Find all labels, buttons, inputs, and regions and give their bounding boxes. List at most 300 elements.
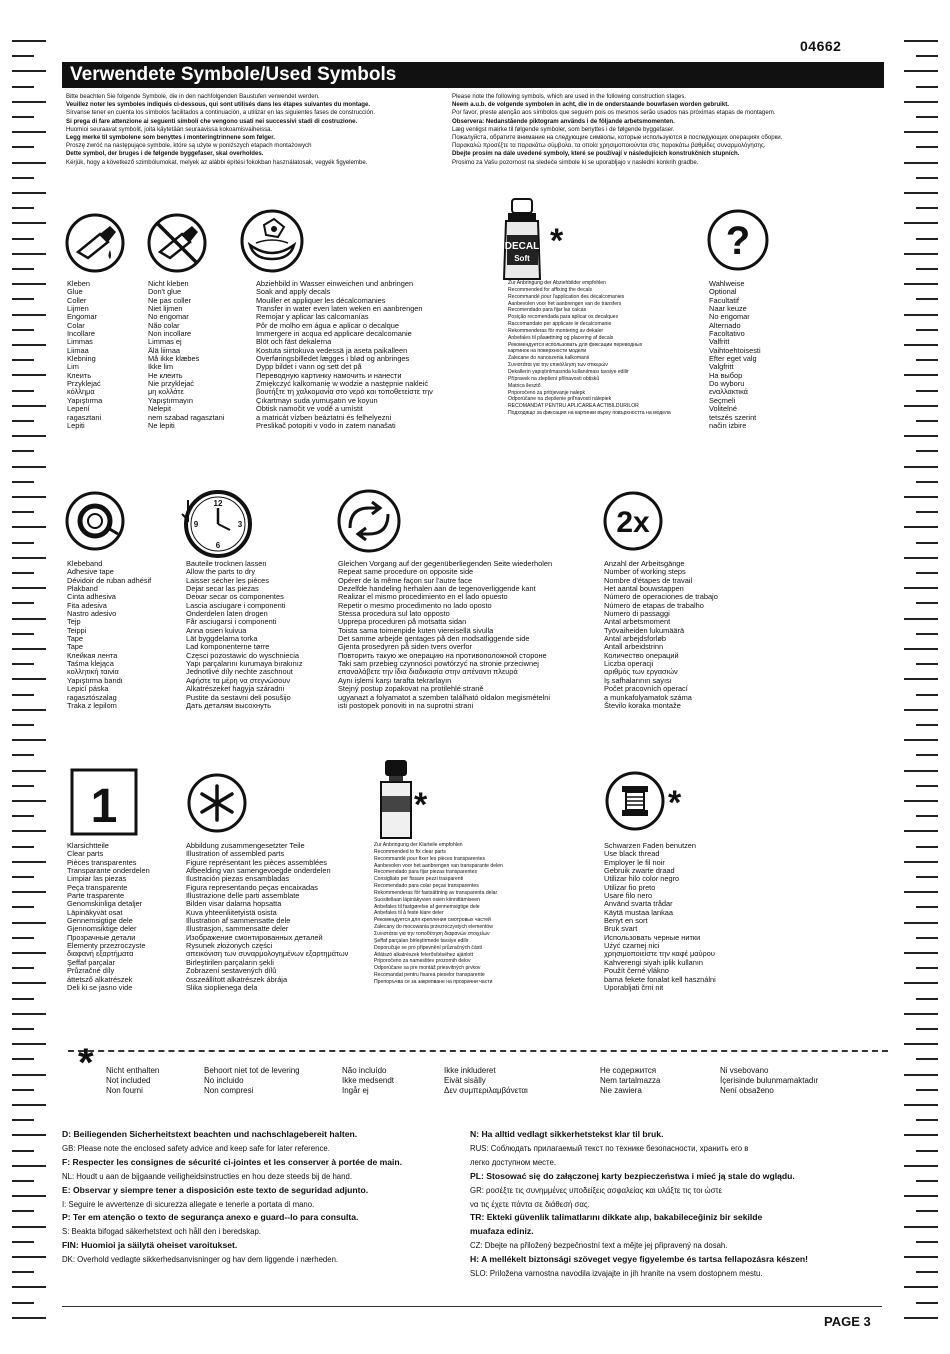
optional-translations — [709, 280, 761, 430]
safety-line: P: Ter em atenção o texto de segurança anexo e guard--lo para consulta. — [62, 1212, 359, 1223]
clear-parts-translations — [67, 842, 150, 992]
repeat-label: Gleichen Vorgang auf der gegenüberliegenden Seite wiederholen — [338, 559, 553, 568]
not-included-label: Não incluído — [342, 1066, 387, 1075]
decal-soft-label: Odporúčane na zlepšenie priľnavosti nálepiek — [508, 396, 612, 403]
intro-line: Dette symbol, der bruges i de følgende byggefaser, skal overholdes. — [66, 150, 264, 158]
not-included-col-1 — [106, 1066, 159, 1096]
safety-line: PL: Stosować się do załączonej karty bezpieczeństwa i mieć ją stale do wglądu. — [470, 1170, 795, 1181]
dry-label: Jednotlivé díly nechte zaschnout — [186, 667, 293, 677]
decal-label: Remojar y aplicar las calcomanías — [256, 312, 369, 322]
assembled-label: Birleştirilen parçaların şekli — [186, 957, 274, 967]
decal-soft-label: Anbefales til påsættning og placering af decals — [508, 334, 614, 341]
not-included-col-4 — [444, 1066, 528, 1096]
decal-translations — [256, 280, 433, 430]
right-edge-rule-marks — [904, 40, 938, 1330]
safety-line: S: Beakta bifogad säkerhetstext och håll den i beredskap. — [62, 1227, 261, 1237]
not-included-label: Ikke medsendt — [342, 1076, 395, 1085]
no-glue-label: Må ikke klæbes — [148, 354, 200, 364]
no-glue-label: Ne pas coller — [148, 295, 192, 305]
glue-label: Lijmen — [67, 304, 89, 314]
optional-label: Volitelné — [709, 404, 737, 414]
clear-glue-label: Recommended to fix clear parts — [374, 848, 446, 855]
glue-label: Клеить — [67, 370, 92, 380]
clear-parts-label: διαφανή εξαρτήματα — [67, 949, 134, 959]
thread-translations — [604, 842, 716, 992]
optional-label: Wahlweise — [709, 279, 745, 288]
steps-label: Antal arbejdsforløb — [604, 634, 667, 644]
dry-translations — [186, 560, 303, 710]
safety-line: F: Respecter les consignes de sécurité ci-jointes et les conserver à portée de main. — [62, 1156, 403, 1167]
not-included-label: Δεν συμπεριλαμβάνεται — [444, 1086, 528, 1095]
intro-line: Please note the following symbols, which are used in the following construction stages. — [452, 93, 687, 100]
repeat-label: Dezelfde handeling herhalen aan de tegenoverliggende kant — [338, 584, 536, 594]
repeat-label: Opérer de la même façon sur l'autre face — [338, 575, 473, 585]
intro-left-block — [66, 93, 466, 167]
tape-label: Dévidoir de ruban adhésif — [67, 575, 152, 585]
steps-label: Antal arbetsmoment — [604, 617, 671, 627]
dry-label: Αφήστε τα μέρη να στεγνώσουν — [186, 675, 291, 685]
assembled-label: Zobrazení sestavených dílů — [186, 966, 277, 976]
repeat-label: Taki sam przebieg czynności powtórzyć na stronie przeciwnej — [338, 659, 539, 669]
kit-code: 04662 — [800, 38, 842, 54]
intro-line: Si prega di fare attenzione ai seguenti simboli che vengono usati nei successivi stadi di costruzione. — [66, 117, 358, 125]
glue-label: Lepiti — [67, 420, 85, 430]
tape-label: Nastro adesivo — [67, 609, 117, 619]
intro-line: Bitte beachten Sie folgende Symbole, die in den nachfolgenden Baustufen verwendet werden. — [66, 93, 320, 100]
safety-line: H: A mellékelt biztonsági szöveget vegye figyelembe és tartsa fellapozásra készen! — [470, 1254, 808, 1265]
decal-soft-label: Recomendado para fijar las calcas — [508, 307, 587, 314]
no-glue-label: Ikke lim — [148, 362, 174, 372]
no-glue-label: Limmas ej — [148, 337, 182, 347]
steps-label: Número de operaciones de trabajo — [604, 592, 718, 602]
decal-bottle-label: DECAL — [504, 241, 540, 252]
decal-soft-label: Zalecane do nanoszenia kalkomanii — [508, 355, 589, 362]
no-glue-label: Don't glue — [148, 287, 182, 297]
repeat-translations — [338, 560, 552, 710]
clear-parts-label: Elementy przezroczyste — [67, 941, 146, 951]
no-glue-label: μη κολλάτε — [148, 387, 184, 397]
optional-label: Do wyboru — [709, 379, 745, 389]
repeat-label: Toista sama toimenpide kuten viereisellä sivulla — [338, 625, 494, 635]
decal-soft-label: Zur Anbringung der Abziehbilder empfohlen — [508, 280, 606, 286]
decal-soft-label: Recommandé pour l'application des décalcomanies — [508, 293, 625, 300]
repeat-label: ugyanazt a folyamatot a szemben található oldalon megismételni — [338, 692, 550, 702]
assembled-label: Illustration af sammensatte dele — [186, 916, 291, 926]
safety-line: легко доступном месте. — [470, 1157, 557, 1167]
2x-count-label: 2x — [616, 506, 650, 539]
not-included-label: Ni vsebovano — [720, 1066, 769, 1075]
decal-label: Preslikač potopiti v vodo in zatem nanašati — [256, 420, 396, 430]
clear-parts-label: Klarsichtteile — [67, 841, 109, 850]
tape-label: Tejp — [67, 617, 81, 627]
clear-parts-label: Gjennomsiktige deler — [67, 924, 137, 934]
clear-parts-label: Průzračné díly — [67, 966, 115, 976]
assembled-label: Illustrazione delle parti assemblate — [186, 891, 300, 901]
tape-label: Adhesive tape — [67, 567, 114, 577]
safety-line: να τις έχετε πάντα σε διάθεσή σας. — [470, 1199, 590, 1209]
steps-label: Počet pracovních operací — [604, 684, 688, 694]
no-glue-label: Não colar — [148, 320, 180, 330]
intro-line: Пожалуйста, обратите внимание на следующие символы, которые используются в последующих операциях сборки. — [452, 134, 783, 142]
glue-label: Limmas — [67, 337, 93, 347]
clear-glue-label: Препоръчва се за закрепване на прозрачни части — [374, 978, 493, 985]
drying-clock-icon — [178, 486, 254, 562]
intro-line: Kérjük, hogy a következő szimbólumokat, melyek az alábbi építési fokokban használatosak, vegyék figyelembe. — [66, 158, 368, 166]
steps-label: İş safhalarının sayısı — [604, 675, 672, 685]
no-glue-label: No engomar — [148, 312, 189, 322]
assembled-translations — [186, 842, 348, 992]
dry-label: Lascia asciugare i componenti — [186, 600, 286, 610]
not-included-col-2 — [204, 1066, 300, 1096]
decal-water-bowl-icon — [238, 207, 306, 275]
thread-label: Uporabljati črni nit — [604, 982, 664, 992]
steps-label: Numero di passaggi — [604, 609, 670, 619]
safety-line: DK: Overhold vedlagte sikkerhedsanvisninger og hav dem liggende i nærheden. — [62, 1255, 339, 1265]
clear-glue-label: Consigliato per fissare pezzi trasparenti — [374, 876, 464, 883]
dry-label: Anna osien kuivua — [186, 625, 247, 635]
dry-label: Bauteile trocknen lassen — [186, 559, 267, 568]
safety-line: muafaza ediniz. — [470, 1226, 534, 1237]
clear-glue-label: Şeffaf parçaları birleştirmede tavsiye edilir — [374, 937, 469, 944]
black-thread-spool-icon — [604, 770, 666, 832]
not-included-col-6 — [720, 1066, 818, 1096]
steps-label: Número de etapas de trabalho — [604, 600, 704, 610]
optional-label: Valgfritt — [709, 362, 734, 372]
dry-label: Pustite da sestavni deli posušijo — [186, 692, 291, 702]
not-included-label: Nicht enthalten — [106, 1066, 160, 1075]
decal-soft-label: Recommended for affixing the decals — [508, 286, 592, 293]
steps-label: Število koraka montaže — [604, 700, 681, 710]
no-glue-label: Nicht kleben — [148, 279, 189, 288]
clear-parts-label: Deli ki se jasno vide — [67, 982, 133, 992]
tape-label: ragasztószalag — [67, 692, 117, 702]
assembled-label: Figure représentant les pièces assemblées — [186, 857, 327, 867]
safety-line: N: Ha alltid vedlagt sikkerhetstekst klar til bruk. — [470, 1129, 664, 1139]
clear-parts-label: Läpinäkyvät osat — [67, 907, 123, 917]
assembled-label: összeállított alkatrészek ábrája — [186, 974, 288, 984]
decal-label: Kostuta siirtokuva vedessä ja aseta paikalleen — [256, 345, 408, 355]
clear-glue-label: Priporočeno za namestitev prozornih delov — [374, 958, 471, 965]
tape-label: Клейкая лента — [67, 650, 118, 660]
safety-line: GR: ροσέξτε τις συνημμένες υποδείξεις ασφαλείας και υλάξτε τις τοι ώστε — [470, 1185, 722, 1195]
page-title: Verwendete Symbole/Used Symbols — [62, 62, 884, 88]
no-glue-label: Nelepit — [148, 404, 172, 414]
safety-line: CZ: Dbejte na přiložený bezpečnostní text a mějte jej připravený na dosah. — [470, 1241, 728, 1251]
not-included-col-3 — [342, 1066, 394, 1096]
clear-glue-label: Recommandé pour fixer les pièces transparentes — [374, 855, 485, 862]
optional-label: Alternado — [709, 320, 741, 330]
tape-label: Klebeband — [67, 559, 103, 568]
page-number: PAGE 3 — [824, 1314, 871, 1329]
optional-label: Valfritt — [709, 337, 730, 347]
clear-glue-label: Zur Anbringung der Klarteile empfohlen — [374, 842, 463, 848]
thread-label: Użyć czarnej nici — [604, 941, 660, 951]
safety-line: E: Observar y siempre tener a disposición este texto de seguridad adjunto. — [62, 1184, 369, 1195]
tape-label: Tape — [67, 642, 84, 652]
repeat-label: Realizar el mismo procedimiento en el lado opuesto — [338, 592, 508, 602]
intro-line: Observera: Nedanstående piktogram används i de följande arbetsmomenten. — [452, 117, 675, 125]
safety-line: GB: Please note the enclosed safety advice and keep safe for later reference. — [62, 1143, 330, 1153]
not-included-label: Není obsaženo — [720, 1086, 774, 1095]
tape-label: Cinta adhesiva — [67, 592, 116, 602]
decal-label: βουτήξτε τη χαλκομανία στο νερό και τοποθετείστε την — [256, 387, 433, 397]
clear-glue-label: Recomendado para fijar piezas transparentes — [374, 869, 478, 876]
thread-label: barna fekete fonalat kell használni — [604, 974, 716, 984]
tape-label: Taśma klejąca — [67, 659, 114, 669]
decal-soft-bottle-icon — [498, 195, 546, 281]
assembled-label: Abbildung zusammengesetzter Teile — [186, 841, 305, 850]
glue-label: Kleben — [67, 279, 91, 288]
svg-text:12: 12 — [213, 499, 223, 508]
thread-label: Schwarzen Faden benutzen — [604, 841, 697, 850]
intro-line: Læg venligst mærke til følgende symboler, som benyttes i de følgende byggefaser. — [452, 125, 675, 133]
optional-label: Vaihtoehtoisesti — [709, 345, 761, 355]
left-edge-rule-marks — [12, 40, 46, 1330]
glue-label: Incollare — [67, 329, 95, 339]
glue-label: κόλλημα — [67, 387, 95, 397]
clear-glue-label: Odporúčane sa pre montáž priesvitných prvkov — [374, 965, 481, 972]
repeat-label: Det samme arbejde gentages på den modsatliggende side — [338, 634, 530, 644]
dry-label: Alkatrészeket hagyja száradni — [186, 684, 285, 694]
decal-label: Blöt och fäst dekalerna — [256, 337, 332, 347]
clear-glue-label: Suositellaan läpinäkyvien osien kiinnittämiseen — [374, 896, 480, 903]
safety-line: RUS: Соблюдать прилагаемый текст по технике безопасности, хранить его в — [470, 1143, 749, 1153]
glue-label: Coller — [67, 295, 87, 305]
not-included-label: Behoort niet tot de levering — [204, 1066, 300, 1075]
decal-soft-label: Posição recomendada para aplicar os decalques — [508, 314, 619, 321]
glue-label: Engomar — [67, 312, 97, 322]
glue-translations — [67, 280, 102, 430]
tape-label: Plakband — [67, 584, 98, 594]
assembled-label: Bilden visar dalarna hopsatta — [186, 899, 282, 909]
optional-label: На выбор — [709, 370, 743, 380]
thread-label: Use black thread — [604, 849, 660, 859]
clear-parts-label: áttetsző alkatrészek — [67, 974, 133, 984]
clear-parts-label: Pièces transparentes — [67, 857, 137, 867]
decal-soft-label: картинок на поверхности модели — [508, 348, 587, 355]
glue-tube-icon — [64, 212, 126, 274]
clear-glue-label: Anbefales til å feste klare deler — [374, 910, 444, 917]
tape-label: Tape — [67, 634, 84, 644]
assembled-label: Ilustración piezas ensambladas — [186, 874, 290, 884]
tape-label: Fita adesiva — [67, 600, 107, 610]
steps-label: Nombre d'étapes de travail — [604, 575, 693, 585]
clear-glue-label: Rekommenderas för fastsättning av transparenta delar — [374, 889, 498, 896]
clear-parts-label: Şeffaf parçalar — [67, 957, 115, 967]
repeat-opposite-side-icon — [336, 488, 402, 554]
no-glue-label: Niet lijmen — [148, 304, 183, 314]
repeat-label: Stejný postup zopakovat na protilehlé straně — [338, 684, 484, 694]
steps-label: Anzahl der Arbeitsgänge — [604, 559, 685, 568]
clear-glue-label: Recomandat pentru fixarea pieselor transparente — [374, 972, 485, 979]
decal-label: Soak and apply decals — [256, 287, 331, 297]
footer-rule — [62, 1306, 882, 1307]
clear-glue-label: Zalecany do mocowania przezroczystych elementów — [374, 924, 493, 931]
thread-label: χρησιμοποιείστε την καφέ μαύρου — [604, 949, 715, 959]
dry-label: Dejar secar las piezas — [186, 584, 259, 594]
clear-part-1-icon — [70, 768, 138, 836]
repeat-label: Повторить такую же операцию на противоположной стороне — [338, 650, 547, 660]
steps-label: Antall arbeidstrinn — [604, 642, 664, 652]
decal-soft-label: Priporočeno za pritrjevanje nalepk — [508, 389, 586, 396]
intro-line: Veuillez noter les symboles indiqués ci-dessous, qui sont utilisés dans les étapes suivantes du montage. — [66, 101, 371, 109]
decal-label: Abziehbild in Wasser einweichen und anbringen — [256, 279, 414, 288]
clear-glue-label: Recomendado para colar peças transparentes — [374, 883, 479, 890]
assembled-label: Illustration of assembled parts — [186, 849, 285, 859]
decal-soft-label: Подходящо за фиксация на картинки върху повърхността на модела — [508, 410, 671, 417]
thread-label: Använd svarta trådar — [604, 899, 673, 909]
decal-soft-label: Dekallerin yapıştırılmasında kullanılması tavsiye edilir — [508, 368, 629, 375]
repeat-label: Repeat same procedure on opposite side — [338, 567, 474, 577]
glue-label: Yapıştırma — [67, 395, 103, 405]
intro-right-block — [452, 93, 892, 167]
not-included-col-5 — [600, 1066, 660, 1096]
no-glue-label: Älä liimaa — [148, 345, 181, 355]
optional-label: način izbire — [709, 420, 747, 430]
dry-label: Дать деталям высохнуть — [186, 700, 272, 710]
asterisk-icon: * — [668, 784, 682, 822]
no-glue-label: Nie przyklejać — [148, 379, 195, 389]
safety-line: SLO: Priložena varnostna navodila izvajajte in jih hranite na vsem dostopnem mestu. — [470, 1269, 763, 1279]
not-included-label: İçerisinde bulunmamaktadır — [720, 1076, 819, 1085]
safety-notes-left — [62, 1128, 457, 1267]
intro-line: Legg merke til symbolene som benyttes i monteringtrinnene som følger. — [66, 134, 275, 142]
thread-label: Employer le fil noir — [604, 857, 665, 867]
optional-label: Optional — [709, 287, 737, 297]
decal-label: Overføringsbilledet lægges i blød og anbringes — [256, 354, 410, 364]
decal-soft-label: Рекомендуется использовать для фиксации переводных — [508, 341, 643, 348]
thread-label: Utilizar fio preto — [604, 882, 656, 892]
tape-label: Teippi — [67, 625, 87, 635]
optional-label: Facultatif — [709, 295, 739, 305]
safety-line: NL: Houdt u aan de bijgaande veiligheidsinstructies en hou deze steeds bij de hand. — [62, 1171, 352, 1181]
decal-soft-label: Aanbevolen voor het aanbrengen van de transfers — [508, 300, 622, 307]
safety-line: TR: Ekteki güvenlik talimatlarını dikkate alıp, bakabileceğiniz bir sekilde — [470, 1212, 763, 1223]
optional-label: No engomar — [709, 312, 750, 322]
intro-line: Huomioi seuraavat symbolit, joita käytetään seuraavissa kokoamisvaiheissa. — [66, 125, 273, 133]
repeat-label: isti postopek ponoviti in na suprotni strani — [338, 700, 474, 710]
clear-parts-label: Peça transparente — [67, 882, 128, 892]
clear-glue-bottle-icon — [376, 758, 416, 840]
clear-parts-label: Gennemsigtige dele — [67, 916, 133, 926]
assembled-parts-icon — [186, 772, 248, 834]
2x-count-icon — [602, 490, 664, 552]
no-glue-label: Yapıştırmayın — [148, 395, 194, 405]
thread-label: Benyt en sort — [604, 916, 648, 926]
glue-label: Klebning — [67, 354, 96, 364]
decal-soft-label: Matrica ilesztő — [508, 382, 541, 389]
glue-label: Liimaa — [67, 345, 89, 355]
clear-glue-label: Рекомендуется для крепления смотровых частей — [374, 917, 491, 924]
steps-label: a munkafolyamatok száma — [604, 692, 692, 702]
assembled-label: Afbeelding van samengevoegde onderdelen — [186, 866, 331, 876]
steps-label: Number of working steps — [604, 567, 686, 577]
not-included-label: Non compresi — [204, 1086, 254, 1095]
not-included-label: Ingår ej — [342, 1086, 369, 1095]
assembled-label: Illustrasjon, sammensatte deler — [186, 924, 289, 934]
glue-label: Colar — [67, 320, 85, 330]
steps-translations — [604, 560, 718, 710]
svg-text:9: 9 — [193, 520, 199, 529]
repeat-label: Gjenta prosedyren på siden tvers overfor — [338, 642, 472, 652]
no-glue-label: nem szabad ragasztani — [148, 412, 225, 422]
steps-label: Työvaiheiden lukumäärä — [604, 625, 685, 635]
thread-label: Kahverengi siyah iplik kullanın — [604, 957, 704, 967]
clear-parts-label: Transparante onderdelen — [67, 866, 150, 876]
svg-text:?: ? — [725, 219, 751, 263]
decal-label: Pôr de molho em água e aplicar o decalque — [256, 320, 399, 330]
dry-label: Får asciugarsi i componenti — [186, 617, 277, 627]
intro-line: Dbejte prosím na dále uvedené symboly, které se používají v následujících konstrukčních stupních. — [452, 150, 740, 158]
steps-label: αριθμός των εργασιών — [604, 667, 678, 677]
decal-soft-label: RECOMANDAT PENTRU APLICAREA ACTIBILDURILOR — [508, 403, 639, 410]
clear-parts-label: Genomskinliga detaljer — [67, 899, 143, 909]
dry-label: Częsci pozostawic do wyschniecia — [186, 650, 299, 660]
no-glue-label: Ne lepiti — [148, 420, 175, 430]
tape-label: Traka z lepilom — [67, 700, 117, 710]
not-included-label: Ikke inkluderet — [444, 1066, 496, 1075]
dry-label: Deixar secar os componentes — [186, 592, 284, 602]
svg-text:3: 3 — [237, 520, 243, 529]
intro-line: Παρακαλώ προσέξτε τα παρακάτω σύμβολα, τα οποία χρησιμοποιούνται στις παρακάτω βαθμίδες συναρμολόγησης. — [452, 142, 766, 150]
not-included-label: Nem tartalmazza — [600, 1076, 661, 1085]
clear-parts-label: Clear parts — [67, 849, 104, 859]
clear-parts-label: Limpiar las piezas — [67, 874, 127, 884]
not-included-label: Non fourni — [106, 1086, 143, 1095]
thread-label: Bruk svart — [604, 924, 638, 934]
no-glue-translations — [148, 280, 224, 430]
assembled-label: Figura representando peças encaixadas — [186, 882, 318, 892]
optional-label: Seçmeli — [709, 395, 736, 405]
thread-label: Использовать черные нитки — [604, 932, 701, 942]
decal-soft-label: Συνιστάται για την επικόλληση των στικερών — [508, 362, 608, 369]
tape-label: Lepicí páska — [67, 684, 109, 694]
optional-label: tetszés szerint — [709, 412, 757, 422]
clear-part-number: 1 — [90, 780, 118, 833]
no-glue-label: Не клеить — [148, 370, 183, 380]
repeat-label: Repetir o mesmo procedimento no lado oposto — [338, 600, 492, 610]
safety-line: D: Beiliegenden Sicherheitstext beachten und nachschlagebereit halten. — [62, 1129, 358, 1139]
assembled-label: Slika sioplienega dela — [186, 982, 258, 992]
glue-label: Lim — [67, 362, 79, 372]
assembled-label: απεικόνιση των συναρμολογημένων εξαρτημάτων — [186, 949, 349, 959]
decal-label: a matricát vízben beáztatni és felhelyezni — [256, 412, 392, 422]
clear-glue-label: Συνιστάται για την τοποθέτηση διαφανών στοιχείων — [374, 930, 490, 937]
question-mark-icon — [706, 208, 770, 272]
asterisk-icon: * — [78, 1041, 94, 1085]
safety-notes-right — [470, 1128, 888, 1281]
thread-label: Utilizar hilo color negro — [604, 874, 680, 884]
tape-label: Yapıştırma bandı — [67, 675, 123, 685]
steps-label: Liczba operacji — [604, 659, 654, 669]
repeat-label: Upprepa proceduren på motsatta sidan — [338, 617, 467, 627]
dry-label: Lät byggdelarna torka — [186, 634, 258, 644]
decal-label: Çıkartmayı suda yumuşatın ve koyun — [256, 395, 378, 405]
not-included-label: Не содержится — [600, 1066, 657, 1075]
glue-label: ragasztani — [67, 412, 102, 422]
decal-label: Immergere in acqua ed applicare decalcomanie — [256, 329, 412, 339]
glue-label: Lepení — [67, 404, 90, 414]
assembled-label: Изображение смонтированных деталей — [186, 932, 323, 942]
repeat-label: Aynı işlemi karşı tarafta tekrarlayın — [338, 675, 452, 685]
safety-line: I: Seguire le avvertenze di sicurezza allegate e tenerle a portata di mano. — [62, 1199, 315, 1209]
decal-soft-translations — [508, 280, 671, 417]
decal-soft-label: Raccomandato per applicare le decalcomanie — [508, 321, 612, 328]
tape-translations — [67, 560, 151, 710]
clear-glue-label: Doporučuje se pro připevnění průzračných částí — [374, 944, 483, 951]
tape-label: κολλητική ταινία — [67, 667, 119, 677]
dry-label: Laisser sécher les pièces — [186, 575, 269, 585]
